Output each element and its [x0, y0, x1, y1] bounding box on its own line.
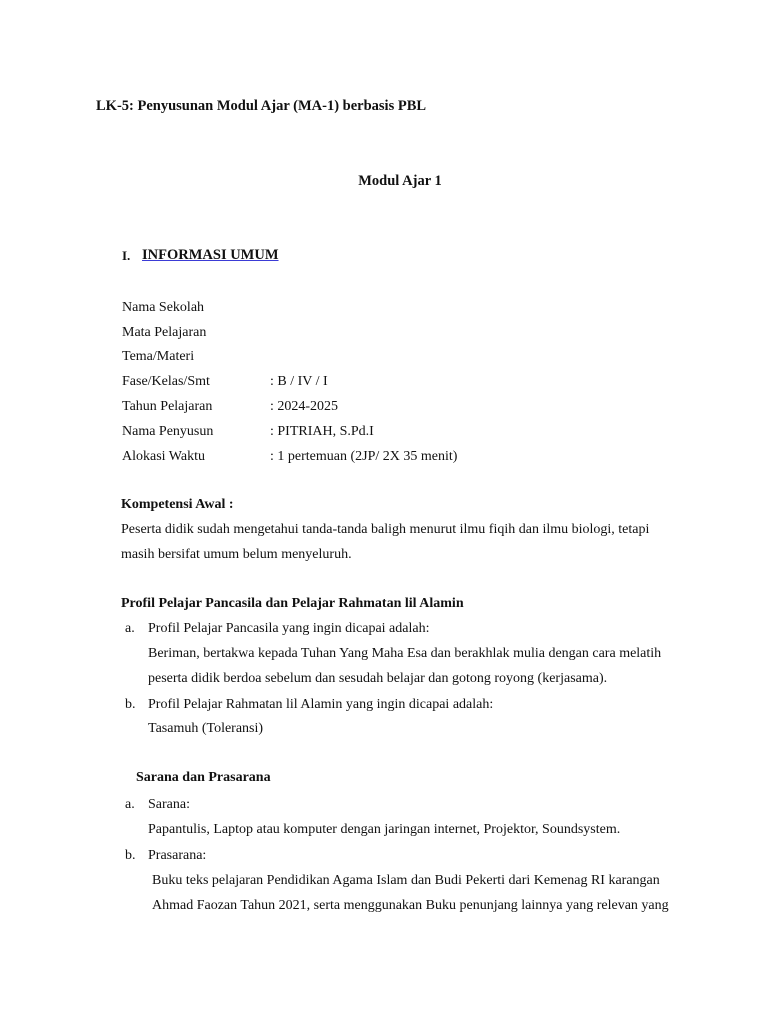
- info-label: Tema/Materi: [122, 349, 195, 364]
- list-marker: b.: [125, 848, 136, 863]
- list-marker: a.: [125, 797, 135, 812]
- info-value: : PITRIAH, S.Pd.I: [270, 424, 374, 439]
- list-item-text: Prasarana:: [148, 848, 207, 863]
- list-item-text: Profil Pelajar Rahmatan lil Alamin yang ingin dicapai adalah:: [148, 697, 494, 712]
- info-value: : B / IV / I: [270, 374, 328, 389]
- profil-heading: Profil Pelajar Pancasila dan Pelajar Rahmatan lil Alamin: [121, 596, 464, 611]
- document-header-title: LK-5: Penyusunan Modul Ajar (MA-1) berbasis PBL: [96, 98, 427, 114]
- list-item-detail: Tasamuh (Toleransi): [148, 721, 264, 736]
- list-item-detail: peserta didik berdoa sebelum dan sesudah belajar dan gotong royong (kerjasama).: [148, 671, 608, 686]
- info-label: Nama Penyusun: [122, 424, 214, 439]
- list-item-detail: Ahmad Faozan Tahun 2021, serta menggunakan Buku penunjang lainnya yang relevan yang: [152, 898, 669, 913]
- info-label: Fase/Kelas/Smt: [122, 374, 210, 389]
- info-label: Nama Sekolah: [122, 300, 205, 315]
- module-title: Modul Ajar 1: [358, 173, 442, 189]
- info-label: Alokasi Waktu: [122, 449, 205, 464]
- list-marker: a.: [125, 621, 135, 636]
- list-item-text: Profil Pelajar Pancasila yang ingin dicapai adalah:: [148, 621, 430, 636]
- kompetensi-line: masih bersifat umum belum menyeluruh.: [121, 547, 352, 562]
- section-number: I.: [122, 248, 131, 263]
- kompetensi-heading: Kompetensi Awal :: [121, 497, 234, 512]
- sarana-heading: Sarana dan Prasarana: [136, 770, 271, 785]
- info-value: : 2024-2025: [270, 399, 339, 414]
- info-label: Tahun Pelajaran: [122, 399, 213, 414]
- list-item-detail: Beriman, bertakwa kepada Tuhan Yang Maha Esa dan berakhlak mulia dengan cara melatih: [148, 646, 662, 661]
- section-title: INFORMASI UMUM: [142, 247, 279, 263]
- list-marker: b.: [125, 697, 136, 712]
- info-label: Mata Pelajaran: [122, 325, 207, 340]
- list-item-detail: Buku teks pelajaran Pendidikan Agama Islam dan Budi Pekerti dari Kemenag RI karangan: [152, 873, 660, 888]
- kompetensi-line: Peserta didik sudah mengetahui tanda-tanda baligh menurut ilmu fiqih dan ilmu biologi, tetapi: [121, 522, 650, 537]
- info-value: : 1 pertemuan (2JP/ 2X 35 menit): [270, 449, 458, 464]
- list-item-text: Sarana:: [148, 797, 190, 812]
- list-item-detail: Papantulis, Laptop atau komputer dengan jaringan internet, Projektor, Soundsystem.: [148, 822, 621, 837]
